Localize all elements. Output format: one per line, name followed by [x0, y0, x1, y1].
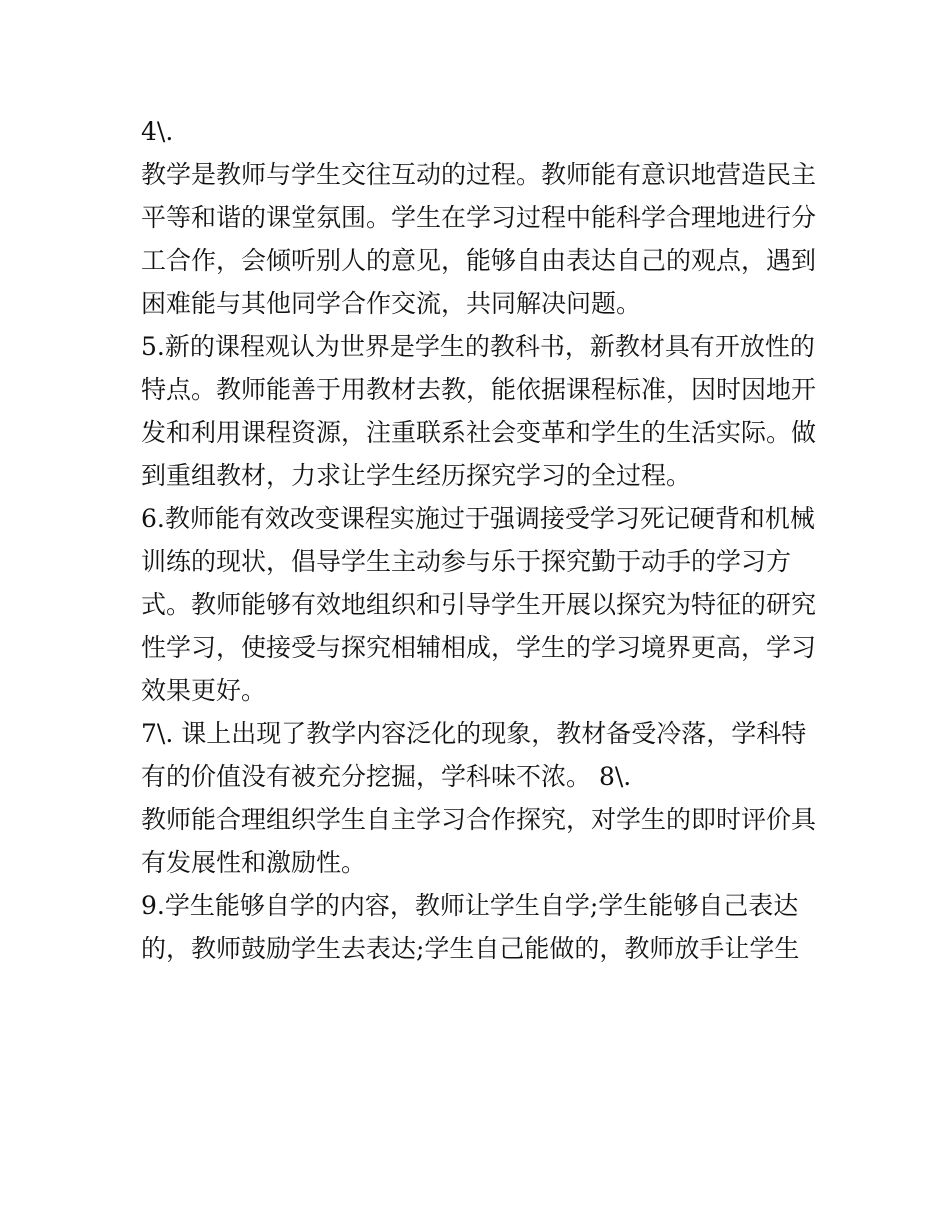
- text-line: 发和利用课程资源，注重联系社会变革和学生的生活实际。做: [141, 418, 817, 447]
- document-body: [141, 110, 821, 970]
- text-line: 困难能与其他同学合作交流，共同解决问题。: [141, 289, 642, 318]
- text-line: 教师能合理组织学生自主学习合作探究，对学生的即时评价具: [141, 805, 817, 834]
- text-line: 9.学生能够自学的内容，教师让学生自学;学生能够自己表达: [141, 891, 799, 920]
- text-line: 到重组教材，力求让学生经历探究学习的全过程。: [141, 461, 692, 490]
- text-line: 5.新的课程观认为世界是学生的教科书，新教材具有开放性的: [141, 332, 815, 361]
- text-line: 工合作，会倾听别人的意见，能够自由表达自己的观点，遇到: [141, 246, 817, 275]
- text-line: 平等和谐的课堂氛围。学生在学习过程中能科学合理地进行分: [141, 203, 817, 232]
- text-line: 有的价值没有被充分挖掘，学科味不浓。 8\.: [141, 762, 632, 791]
- text-line: 有发展性和激励性。: [141, 848, 367, 877]
- text-line: 教学是教师与学生交往互动的过程。教师能有意识地营造民主: [141, 160, 817, 189]
- text-line: 4\.: [141, 117, 174, 146]
- text-line: 的，教师鼓励学生去表达;学生自己能做的，教师放手让学生: [141, 934, 800, 963]
- text-line: 6.教师能有效改变课程实施过于强调接受学习死记硬背和机械: [141, 504, 815, 533]
- text-line: 特点。教师能善于用教材去教，能依据课程标准，因时因地开: [141, 375, 817, 404]
- text-line: 7\. 课上出现了教学内容泛化的现象，教材备受冷落，学科特: [141, 719, 807, 748]
- text-line: 式。教师能够有效地组织和引导学生开展以探究为特征的研究: [141, 590, 817, 619]
- text-line: 效果更好。: [141, 676, 267, 705]
- text-line: 训练的现状，倡导学生主动参与乐于探究勤于动手的学习方: [141, 547, 792, 576]
- text-line: 性学习，使接受与探究相辅相成，学生的学习境界更高，学习: [141, 633, 817, 662]
